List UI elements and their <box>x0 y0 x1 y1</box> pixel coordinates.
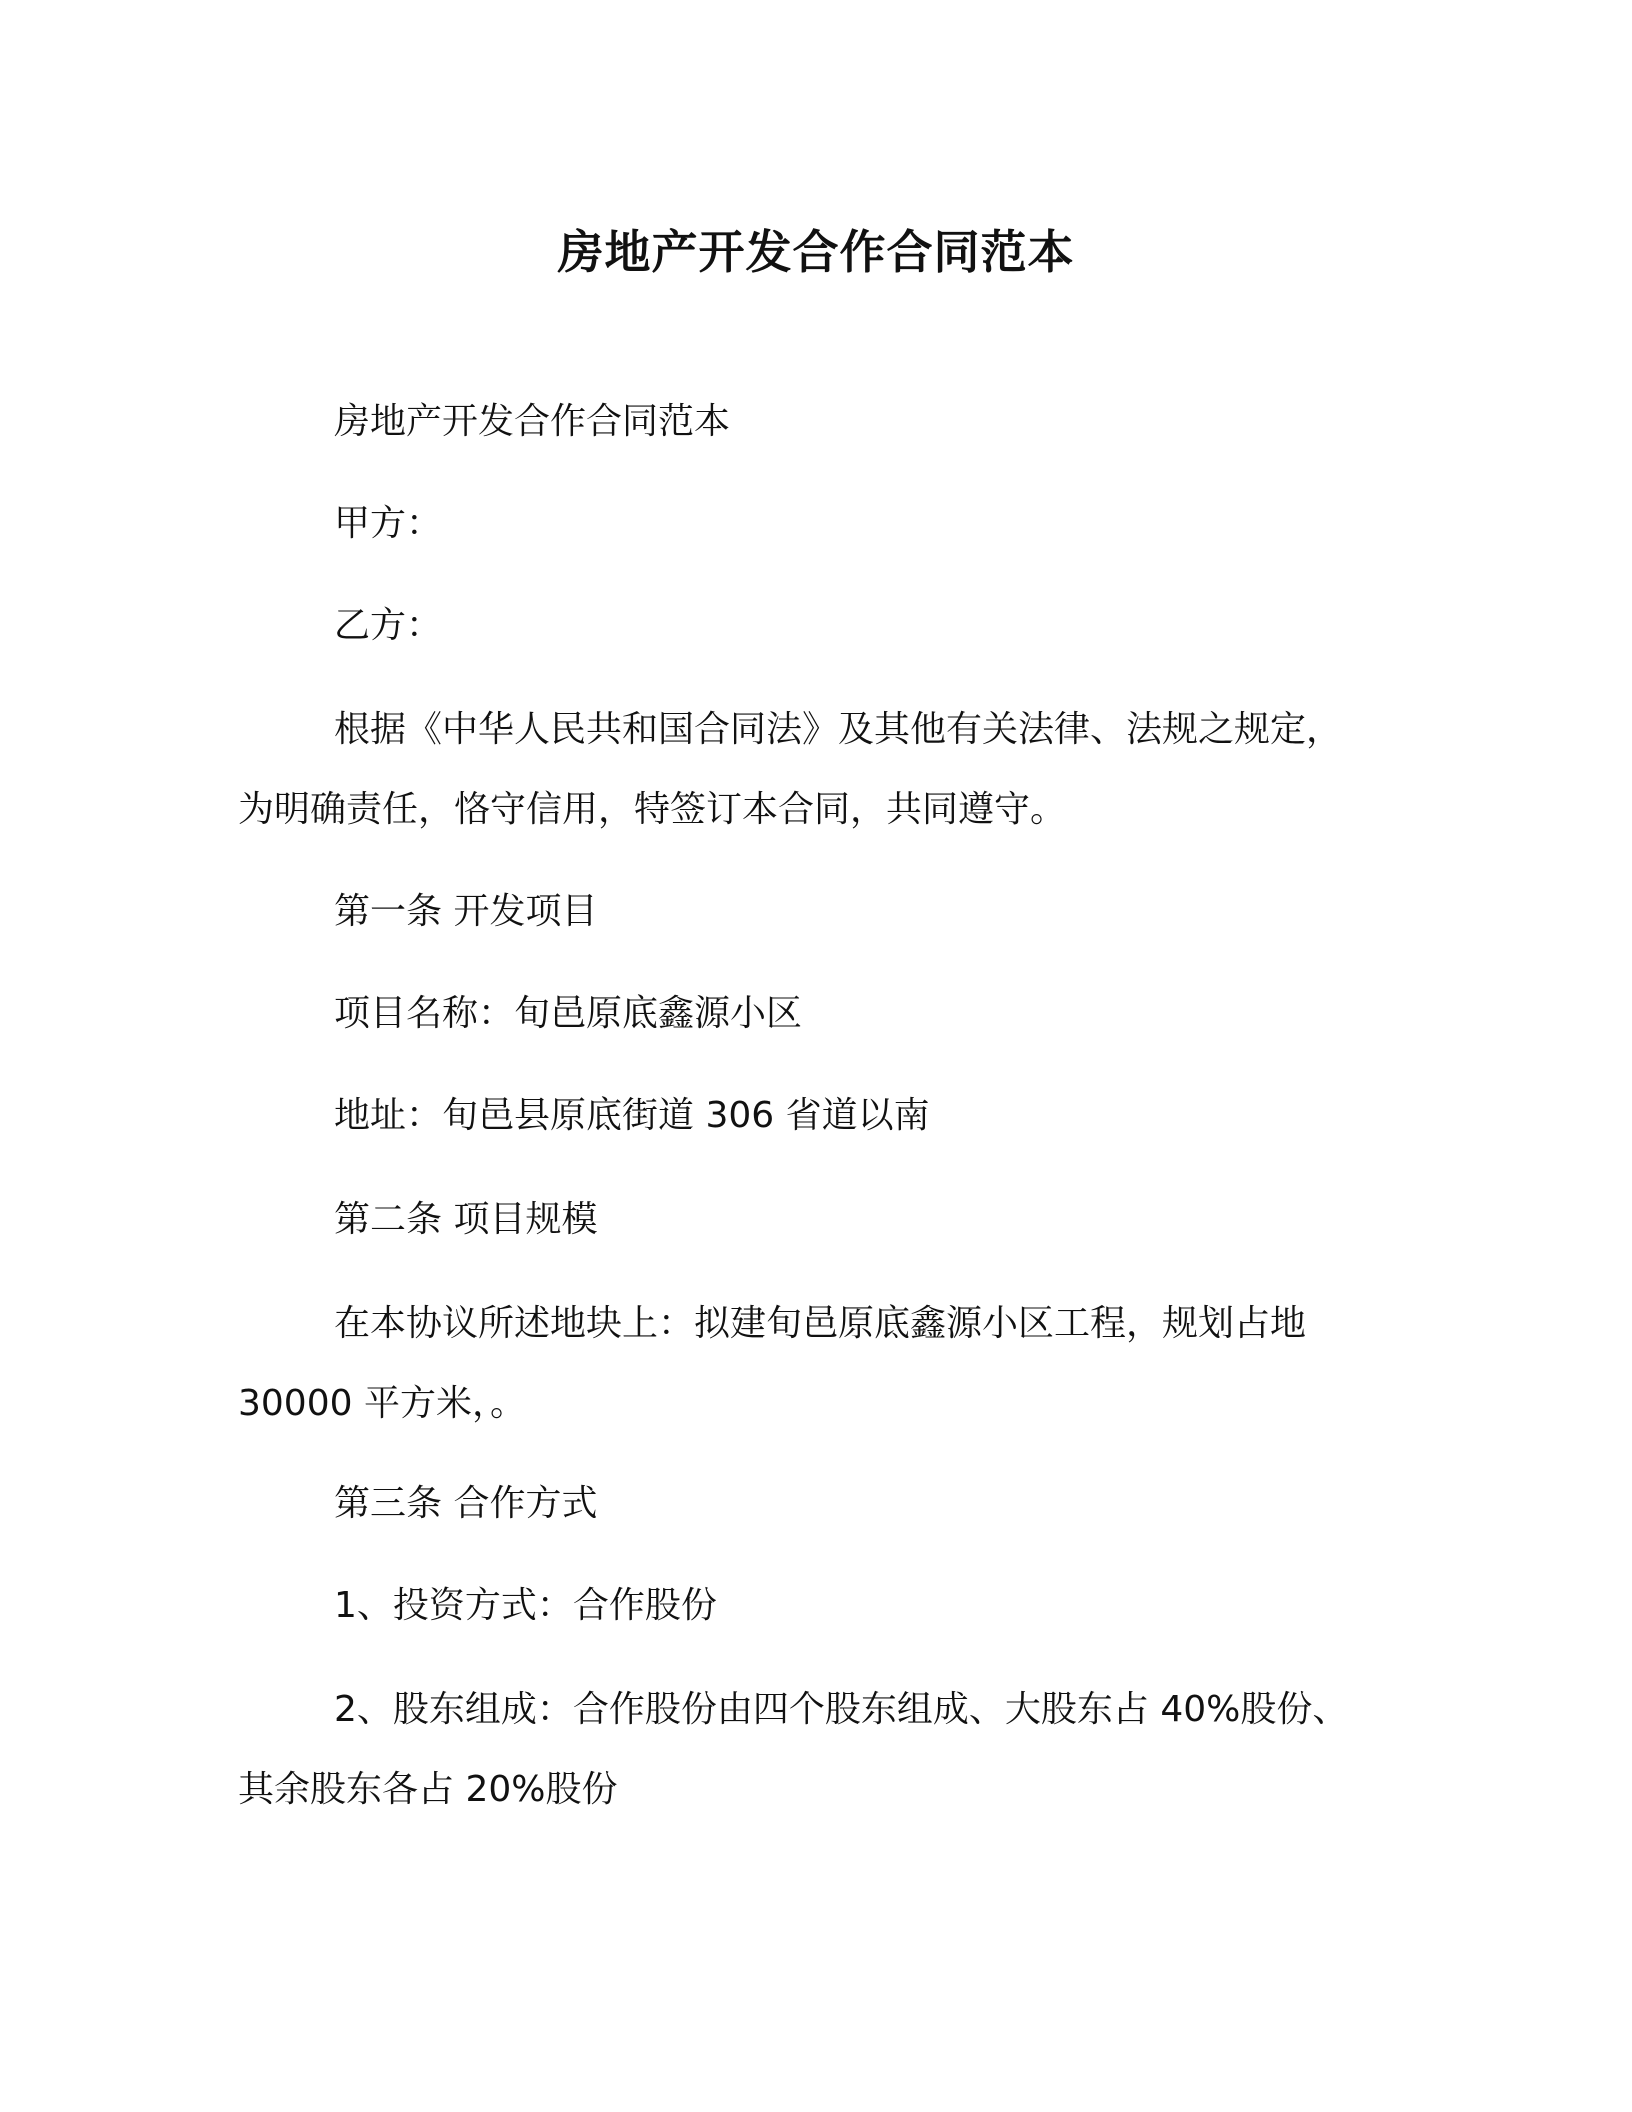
paragraph-text-continued: 为明确责任，恪守信用，特签订本合同，共同遵守。 <box>238 789 1067 830</box>
paragraph-text: 乙方： <box>334 605 443 646</box>
paragraph-text: 地址：旬邑县原底街道 306 省道以南 <box>334 1095 930 1136</box>
paragraph-address <box>238 1076 1418 1156</box>
paragraph-text: 根据《中华人民共和国合同法》及其他有关法律、法规之规定， <box>334 709 1343 750</box>
paragraph-subtitle <box>238 382 1418 462</box>
article-one-heading <box>238 872 1418 952</box>
article-two-heading <box>238 1180 1418 1260</box>
paragraph-text: 第二条 项目规模 <box>334 1199 598 1240</box>
paragraph-preamble <box>238 690 1418 850</box>
paragraph-text: 1、投资方式：合作股份 <box>334 1585 717 1626</box>
paragraph-party-a <box>238 484 1418 564</box>
paragraph-text: 房地产开发合作合同范本 <box>334 401 731 442</box>
paragraph-text-continued: 其余股东各占 20%股份 <box>238 1769 618 1810</box>
paragraph-text: 项目名称：旬邑原底鑫源小区 <box>334 993 803 1034</box>
paragraph-text-continued: 30000 平方米，。 <box>238 1383 526 1424</box>
paragraph-investment-method <box>238 1566 1418 1646</box>
paragraph-text: 甲方： <box>334 503 443 544</box>
paragraph-text: 第一条 开发项目 <box>334 891 598 932</box>
paragraph-text: 在本协议所述地块上：拟建旬邑原底鑫源小区工程，规划占地 <box>334 1303 1307 1344</box>
paragraph-party-b <box>238 586 1418 666</box>
document-title: 房地产开发合作合同范本 <box>557 225 1075 279</box>
paragraph-text: 第三条 合作方式 <box>334 1483 598 1524</box>
paragraph-text: 2、股东组成：合作股份由四个股东组成、大股东占 40%股份、 <box>334 1689 1349 1730</box>
article-three-heading <box>238 1464 1418 1544</box>
paragraph-project-name <box>238 974 1418 1054</box>
paragraph-shareholders <box>238 1670 1418 1830</box>
paragraph-project-scale <box>238 1284 1418 1444</box>
